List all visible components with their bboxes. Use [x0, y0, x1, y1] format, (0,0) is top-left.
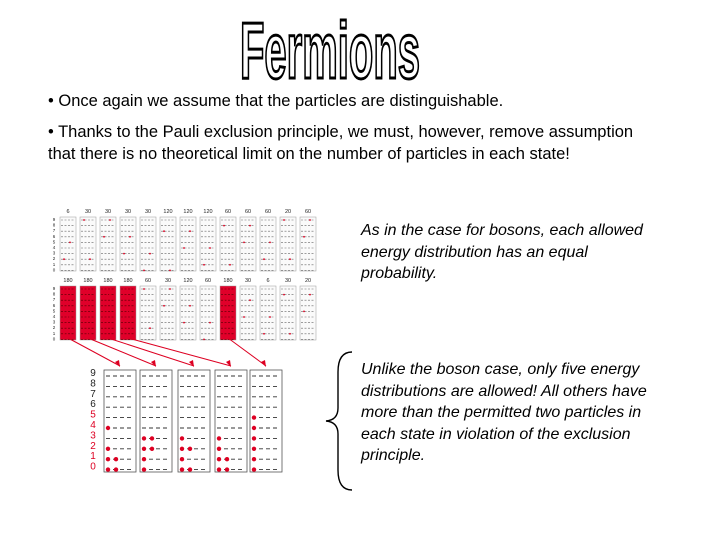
bottom-row-count-label: 180	[83, 278, 93, 284]
bottom-row-level-label: 4	[52, 314, 56, 319]
top-row-particle-dot	[63, 258, 65, 260]
fermion-particle-dot	[252, 426, 256, 430]
top-row-particle-dot	[183, 247, 185, 249]
top-row-level-label: 6	[52, 233, 56, 239]
bottom-row-count-label: 20	[304, 278, 312, 284]
bottom-row-particle-dot	[69, 316, 71, 318]
bottom-row-particle-dot	[183, 322, 185, 324]
page-title: Fermions	[240, 6, 420, 86]
bottom-row-particle-dot	[283, 294, 285, 296]
bottom-row-particle-dot	[63, 333, 65, 335]
bottom-row-count-label: 120	[183, 278, 193, 284]
fermion-particle-dot	[252, 457, 256, 461]
fermion-particle-dot	[142, 467, 146, 471]
fermion-particle-dot	[150, 436, 154, 440]
top-row-column-box	[240, 217, 256, 271]
big-level-label: 8	[90, 378, 96, 390]
bottom-row-level-label: 6	[52, 302, 56, 308]
top-row-column-box	[60, 217, 76, 271]
top-row-particle-dot	[309, 219, 311, 221]
top-row-particle-dot	[169, 270, 171, 272]
bottom-row-level-label: 5	[52, 308, 56, 314]
top-row-particle-dot	[229, 264, 231, 266]
top-row-particle-dot	[303, 236, 305, 238]
bottom-row-column-box	[240, 286, 256, 340]
bottom-row-particle-dot	[309, 294, 311, 296]
top-row-particle-dot	[103, 236, 105, 238]
top-row-particle-dot	[189, 230, 191, 232]
top-row-particle-dot	[263, 258, 265, 260]
bottom-row-level-label: 1	[52, 330, 56, 336]
bottom-row-column-box	[200, 286, 216, 340]
transition-arrow	[68, 338, 120, 366]
bottom-row-particle-dot	[149, 327, 151, 329]
top-row-count-label: 30	[144, 209, 152, 215]
top-row-column-box	[100, 217, 116, 271]
bottom-row-column-box	[80, 286, 96, 340]
top-row-particle-dot	[123, 253, 125, 255]
allowed-distribution-column	[178, 370, 210, 472]
bottom-row-level-label: 7	[52, 297, 56, 303]
bottom-row-count-label: 180	[223, 278, 233, 284]
fermion-particle-dot	[217, 436, 221, 440]
big-level-label: 3	[90, 430, 96, 442]
bottom-row-particle-dot	[209, 322, 211, 324]
fermion-particle-dot	[106, 426, 110, 430]
fermion-particle-dot	[252, 467, 256, 471]
bottom-row-level-label: 2	[52, 325, 56, 331]
fermion-particle-dot	[114, 457, 118, 461]
big-level-label: 9	[90, 368, 96, 379]
arrowhead-icon	[261, 360, 266, 367]
fermion-particle-dot	[217, 467, 221, 471]
top-row-count-label: 60	[264, 209, 272, 215]
fermion-particle-dot	[180, 447, 184, 451]
bottom-row-level-label: 8	[52, 291, 56, 297]
fermion-particle-dot	[225, 457, 229, 461]
transition-arrow	[228, 338, 266, 366]
top-row-particle-dot	[249, 225, 251, 227]
big-level-label: 0	[90, 461, 96, 473]
bottom-row-column-box	[120, 286, 136, 340]
fermion-particle-dot	[142, 447, 146, 451]
top-row-level-label: 8	[52, 222, 56, 228]
fermion-particle-dot	[225, 467, 229, 471]
top-row-particle-dot	[69, 242, 71, 244]
top-row-count-label: 20	[284, 209, 292, 215]
bottom-row-count-label: 60	[144, 278, 152, 284]
fermion-particle-dot	[188, 447, 192, 451]
bottom-row-level-label: 3	[52, 319, 56, 325]
top-row-column-box	[180, 217, 196, 271]
bottom-row-particle-dot	[249, 299, 251, 301]
top-row-level-label: 3	[52, 250, 56, 256]
top-row-level-label: 9	[52, 217, 56, 222]
fermion-particle-dot	[217, 447, 221, 451]
bottom-row-column-box	[220, 286, 236, 340]
bottom-row-column-box	[180, 286, 196, 340]
top-row-particle-dot	[223, 225, 225, 227]
top-row-particle-dot	[143, 270, 145, 272]
bottom-row-column-box	[140, 286, 156, 340]
bottom-row-particle-dot	[129, 311, 131, 313]
top-row-particle-dot	[129, 236, 131, 238]
bottom-row-particle-dot	[169, 288, 171, 290]
big-level-label: 2	[90, 440, 96, 452]
top-row-column-box	[160, 217, 176, 271]
bottom-row-particle-dot	[303, 311, 305, 313]
top-row-column-box	[280, 217, 296, 271]
top-row-count-label: 30	[124, 209, 132, 215]
allowed-distribution-column	[140, 370, 172, 472]
top-row-column-box	[200, 217, 216, 271]
allowed-distributions-note: Unlike the boson case, only five energy distributions are allowed! All others have more than the permitted two particles in each state in violation of the exclusion principle.	[361, 361, 647, 464]
top-row-particle-dot	[89, 258, 91, 260]
bottom-row-count-label: 30	[284, 278, 292, 284]
bottom-row-column-box	[300, 286, 316, 340]
top-row-particle-dot	[209, 247, 211, 249]
bottom-row-particle-dot	[189, 305, 191, 307]
bottom-row-level-label: 0	[52, 336, 56, 342]
top-row-column-box	[80, 217, 96, 271]
arrowhead-icon	[189, 360, 194, 367]
arrowhead-icon	[151, 360, 156, 367]
fermion-particle-dot	[252, 436, 256, 440]
bottom-row-column-box	[260, 286, 276, 340]
arrowhead-icon	[226, 360, 231, 367]
bottom-row-column-box	[60, 286, 76, 340]
bottom-row-particle-dot	[143, 288, 145, 290]
bottom-row-particle-dot	[103, 311, 105, 313]
bottom-row-particle-dot	[123, 327, 125, 329]
top-row-level-label: 2	[52, 256, 56, 262]
bottom-row-column-box	[280, 286, 296, 340]
bottom-row-count-label: 180	[123, 278, 133, 284]
bullet-item-pauli: • Thanks to the Pauli exclusion principle, we must, however, remove assumption that there is no theoretical limit on the number of particles in each state!	[48, 123, 634, 163]
bullet-item-distinguishable: • Once again we assume that the particles are distinguishable.	[48, 92, 504, 110]
top-row-count-label: 120	[203, 209, 213, 215]
allowed-distribution-column	[250, 370, 282, 472]
bottom-row-count-label: 180	[103, 278, 113, 284]
top-row-count-label: 60	[244, 209, 252, 215]
top-row-column-box	[300, 217, 316, 271]
top-row-count-label: 30	[104, 209, 112, 215]
bottom-row-particle-dot	[83, 294, 85, 296]
bottom-row-particle-dot	[223, 299, 225, 301]
top-row-particle-dot	[163, 230, 165, 232]
allowed-distribution-column	[215, 370, 247, 472]
top-row-particle-dot	[109, 219, 111, 221]
bottom-row-particle-dot	[163, 305, 165, 307]
bottom-row-particle-dot	[109, 294, 111, 296]
bottom-row-column-box	[100, 286, 116, 340]
fermion-particle-dot	[106, 457, 110, 461]
bottom-row-count-label: 30	[244, 278, 252, 284]
bottom-row-count-label: 6	[266, 278, 270, 284]
top-row-level-label: 7	[52, 228, 56, 234]
bottom-row-particle-dot	[289, 333, 291, 335]
fermion-particle-dot	[188, 467, 192, 471]
top-row-count-label: 120	[183, 209, 193, 215]
top-row-level-label: 1	[52, 261, 56, 267]
big-level-label: 5	[90, 409, 96, 421]
top-row-count-label: 30	[84, 209, 92, 215]
fermion-particle-dot	[150, 447, 154, 451]
fermion-particle-dot	[252, 415, 256, 419]
bottom-row-column-box	[160, 286, 176, 340]
top-row-count-label: 60	[224, 209, 232, 215]
fermion-particle-dot	[180, 436, 184, 440]
fermion-particle-dot	[106, 447, 110, 451]
fermion-particle-dot	[252, 447, 256, 451]
top-row-level-label: 0	[52, 267, 56, 273]
top-row-particle-dot	[289, 258, 291, 260]
top-row-column-box	[220, 217, 236, 271]
bottom-row-particle-dot	[269, 316, 271, 318]
fermion-particle-dot	[217, 457, 221, 461]
top-row-level-label: 5	[52, 239, 56, 245]
fermion-particle-dot	[142, 436, 146, 440]
bottom-row-level-label: 9	[52, 286, 56, 291]
top-row-particle-dot	[243, 242, 245, 244]
fermion-particle-dot	[114, 467, 118, 471]
fermion-particle-dot	[180, 467, 184, 471]
fermion-particle-dot	[106, 467, 110, 471]
top-row-count-label: 6	[66, 209, 70, 215]
top-row-column-box	[120, 217, 136, 271]
top-row-count-label: 60	[304, 209, 312, 215]
fermion-particle-dot	[180, 457, 184, 461]
big-level-label: 7	[90, 388, 96, 400]
big-level-label: 4	[90, 420, 96, 431]
top-row-particle-dot	[149, 253, 151, 255]
bottom-row-particle-dot	[89, 333, 91, 335]
top-row-column-box	[140, 217, 156, 271]
big-level-label: 1	[90, 451, 96, 463]
top-row-column-box	[260, 217, 276, 271]
top-row-level-label: 4	[52, 245, 56, 250]
bottom-row-count-label: 60	[204, 278, 212, 284]
top-row-particle-dot	[203, 264, 205, 266]
allowed-distribution-column	[104, 370, 136, 472]
bottom-row-count-label: 30	[164, 278, 172, 284]
top-row-particle-dot	[269, 242, 271, 244]
big-level-label: 6	[90, 399, 96, 411]
top-row-particle-dot	[283, 219, 285, 221]
top-row-particle-dot	[83, 219, 85, 221]
bottom-row-particle-dot	[203, 339, 205, 341]
top-row-count-label: 120	[163, 209, 173, 215]
bosons-comparison-note: As in the case for bosons, each allowed energy distribution has an equal probability.	[361, 222, 643, 282]
fermion-particle-dot	[142, 457, 146, 461]
bottom-row-count-label: 180	[63, 278, 73, 284]
bottom-row-particle-dot	[263, 333, 265, 335]
curly-brace	[326, 352, 352, 490]
bottom-row-particle-dot	[243, 316, 245, 318]
